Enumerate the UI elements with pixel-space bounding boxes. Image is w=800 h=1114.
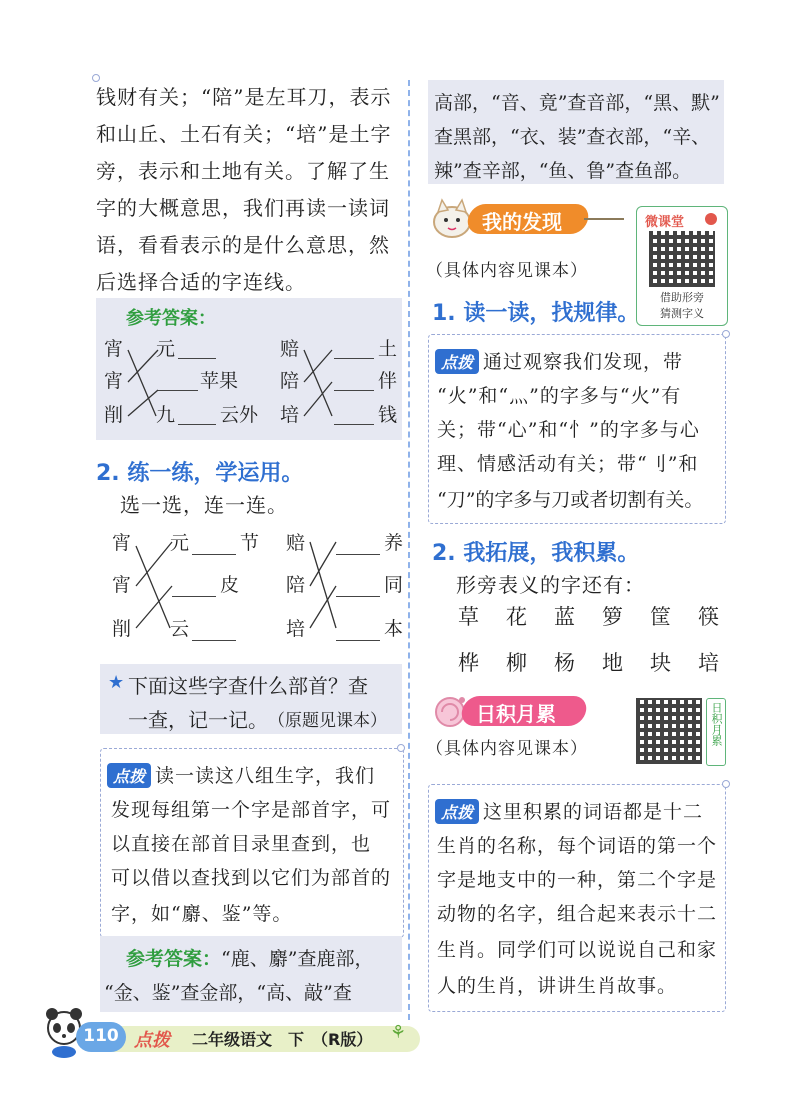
answer-box-2	[100, 936, 402, 1012]
match-char: 削	[104, 404, 124, 426]
answer2-text: “金、鉴”查金部，“高、敲”查	[104, 982, 352, 1004]
answer-label: 参考答案：	[126, 308, 216, 329]
tip-line: 通过观察我们发现，带	[483, 351, 684, 373]
grid-char: 花	[506, 605, 527, 629]
daily-banner	[428, 690, 598, 730]
grid-char: 草	[458, 605, 479, 629]
char-grid	[454, 604, 734, 684]
tip-line: 这里积累的词语都是十二	[483, 801, 704, 823]
column-divider	[408, 80, 410, 1020]
match-word: 本	[384, 618, 404, 640]
para-line: 钱财有关；“陪”是左耳刀，表示	[96, 85, 392, 109]
micro-class-card[interactable]	[636, 206, 728, 326]
tip-first-line-wrap	[107, 761, 375, 788]
tip-line: 以直接在部首目录里查到，也	[111, 833, 372, 855]
corner-dot	[722, 780, 730, 788]
micro-caption: 猜测字义	[660, 307, 704, 320]
match-word: 云	[170, 618, 190, 640]
tip-line: 理、情感活动有关；带“刂”和	[437, 453, 699, 475]
tip-box-right-2	[428, 784, 726, 1012]
grid-char: 柳	[506, 651, 527, 675]
match-char: 赔	[286, 532, 306, 554]
grid-char: 筐	[650, 605, 671, 629]
tip-box-left	[100, 748, 404, 938]
match-word: 钱	[378, 404, 398, 426]
match-char: 陪	[286, 574, 306, 596]
tip-box-right-1	[428, 334, 726, 524]
tip-line: 字是地支中的一种，第二个字是	[437, 869, 718, 891]
heading-expand: 2. 我拓展，我积累。	[432, 541, 640, 566]
tip-line: 人的生肖，讲讲生肖故事。	[437, 975, 678, 997]
heading-find-rule: 1. 读一读，找规律。	[432, 301, 640, 326]
grid-char: 筷	[698, 605, 719, 629]
banner-stroke	[584, 218, 624, 220]
match-word: 九	[156, 404, 176, 426]
match-word: 元	[170, 532, 190, 554]
answer2-line1-wrap	[126, 944, 373, 971]
answer2-text: “鹿、麝”查鹿部，	[221, 948, 374, 970]
see-book-note: （具体内容见课本）	[426, 739, 588, 759]
corner-dot	[397, 744, 405, 752]
star-question-box	[100, 664, 402, 734]
star-question-line2: 一查，记一记。	[128, 708, 268, 732]
star-icon: ★	[108, 672, 125, 693]
section2-subtitle: 选一选，连一连。	[120, 493, 288, 517]
daily-qr-card[interactable]	[636, 698, 728, 770]
match-char: 宵	[112, 574, 132, 596]
tip-tag: 点拨	[107, 763, 151, 788]
star-question-note: （原题见课本）	[268, 711, 387, 731]
para-line: 后选择合适的字连线。	[96, 270, 306, 294]
match-word: 皮	[220, 574, 240, 596]
answer-box-1	[96, 298, 402, 440]
see-book-note: （具体内容见课本）	[426, 261, 588, 281]
answer-label: 参考答案：	[126, 948, 222, 970]
corner-dot	[722, 330, 730, 338]
tip-tag: 点拨	[435, 349, 479, 374]
match-char: 宵	[104, 338, 124, 360]
tip-first-line-wrap	[435, 347, 683, 374]
expand-intro: 形旁表义的字还有：	[456, 573, 645, 597]
para-line: 语，看看表示的是什么意思，然	[96, 233, 390, 257]
match-word: 云外	[220, 404, 259, 426]
daily-qr-caption: 日积月累	[710, 702, 723, 746]
exercise-matching	[96, 524, 406, 648]
match-char: 宵	[104, 370, 124, 392]
tip-line: 生肖的名称，每个词语的第一个	[437, 835, 718, 857]
para-line: 字的大概意思，我们再读一读词	[96, 196, 390, 220]
match-char: 培	[286, 618, 306, 640]
tip-line: 字，如“麝、鉴”等。	[111, 903, 293, 925]
footer	[40, 1008, 420, 1058]
answer-continuation-box	[428, 80, 724, 184]
corner-dot	[92, 74, 100, 82]
grid-char: 桦	[458, 651, 479, 675]
page-number: 110	[83, 1026, 119, 1046]
match-word: 元	[156, 338, 176, 360]
continuation-line: 辣”查辛部，“鱼、鲁”查鱼部。	[434, 160, 692, 182]
match-word: 同	[384, 574, 404, 596]
tip-line: 可以借以查找到以它们为部首的	[111, 867, 392, 889]
micro-class-label: 微课堂	[645, 215, 685, 230]
match-word: 土	[378, 338, 398, 360]
tip-line: 关；带“心”和“忄”的字多与心	[437, 419, 700, 441]
tip-first-line-wrap	[435, 797, 703, 824]
tip-tag: 点拨	[435, 799, 479, 824]
grid-char: 培	[698, 651, 719, 675]
grid-char: 箩	[602, 605, 623, 629]
section2-title: 2. 练一练，学运用。	[96, 461, 304, 486]
brand-logo: 点拨	[134, 1030, 170, 1051]
tip-line: 读一读这八组生字，我们	[155, 765, 376, 787]
tip-line: 生肖。同学们可以说说自己和家	[437, 939, 718, 961]
star-question-line1: 下面这些字查什么部首？查	[128, 674, 368, 698]
grid-char: 块	[650, 651, 671, 675]
para-line: 旁，表示和土地有关。了解了生	[96, 159, 390, 183]
match-word: 节	[240, 532, 260, 554]
match-lines	[96, 298, 402, 440]
book-title: 二年级语文 下 （R版）	[192, 1030, 373, 1049]
tip-line: 发现每组第一个字是部首字，可	[111, 799, 392, 821]
tip-line: “火”和“灬”的字多与“火”有	[437, 385, 682, 407]
daily-title: 日积月累	[476, 702, 556, 726]
match-word: 苹果	[200, 370, 239, 392]
para-line: 和山丘、土石有关；“培”是土字	[96, 122, 392, 146]
match-word: 养	[384, 532, 404, 554]
play-icon	[705, 213, 717, 225]
qr-code-icon	[649, 231, 715, 287]
match-char: 陪	[280, 370, 300, 392]
discover-banner	[428, 198, 624, 240]
continuation-line: 高部，“音、竟”查音部，“黑、默”	[434, 92, 720, 114]
tip-line: 动物的名字，组合起来表示十二	[437, 903, 718, 925]
discover-title: 我的发现	[482, 210, 562, 234]
grid-char: 蓝	[554, 605, 575, 629]
micro-caption: 借助形旁	[660, 291, 704, 304]
match-word: 伴	[378, 370, 398, 392]
grid-char: 地	[602, 651, 623, 675]
continuation-line: 查黑部，“衣、装”查衣部，“辛、	[434, 126, 711, 148]
qr-code-icon	[636, 698, 702, 764]
grid-char: 杨	[554, 651, 575, 675]
match-char: 培	[280, 404, 300, 426]
tip-line: “刀”的字多与刀或者切割有关。	[437, 489, 704, 511]
bamboo-icon: ⚘	[390, 1022, 407, 1043]
match-char: 赔	[280, 338, 300, 360]
match-char: 削	[112, 618, 132, 640]
exercise-lines	[96, 524, 406, 648]
match-char: 宵	[112, 532, 132, 554]
